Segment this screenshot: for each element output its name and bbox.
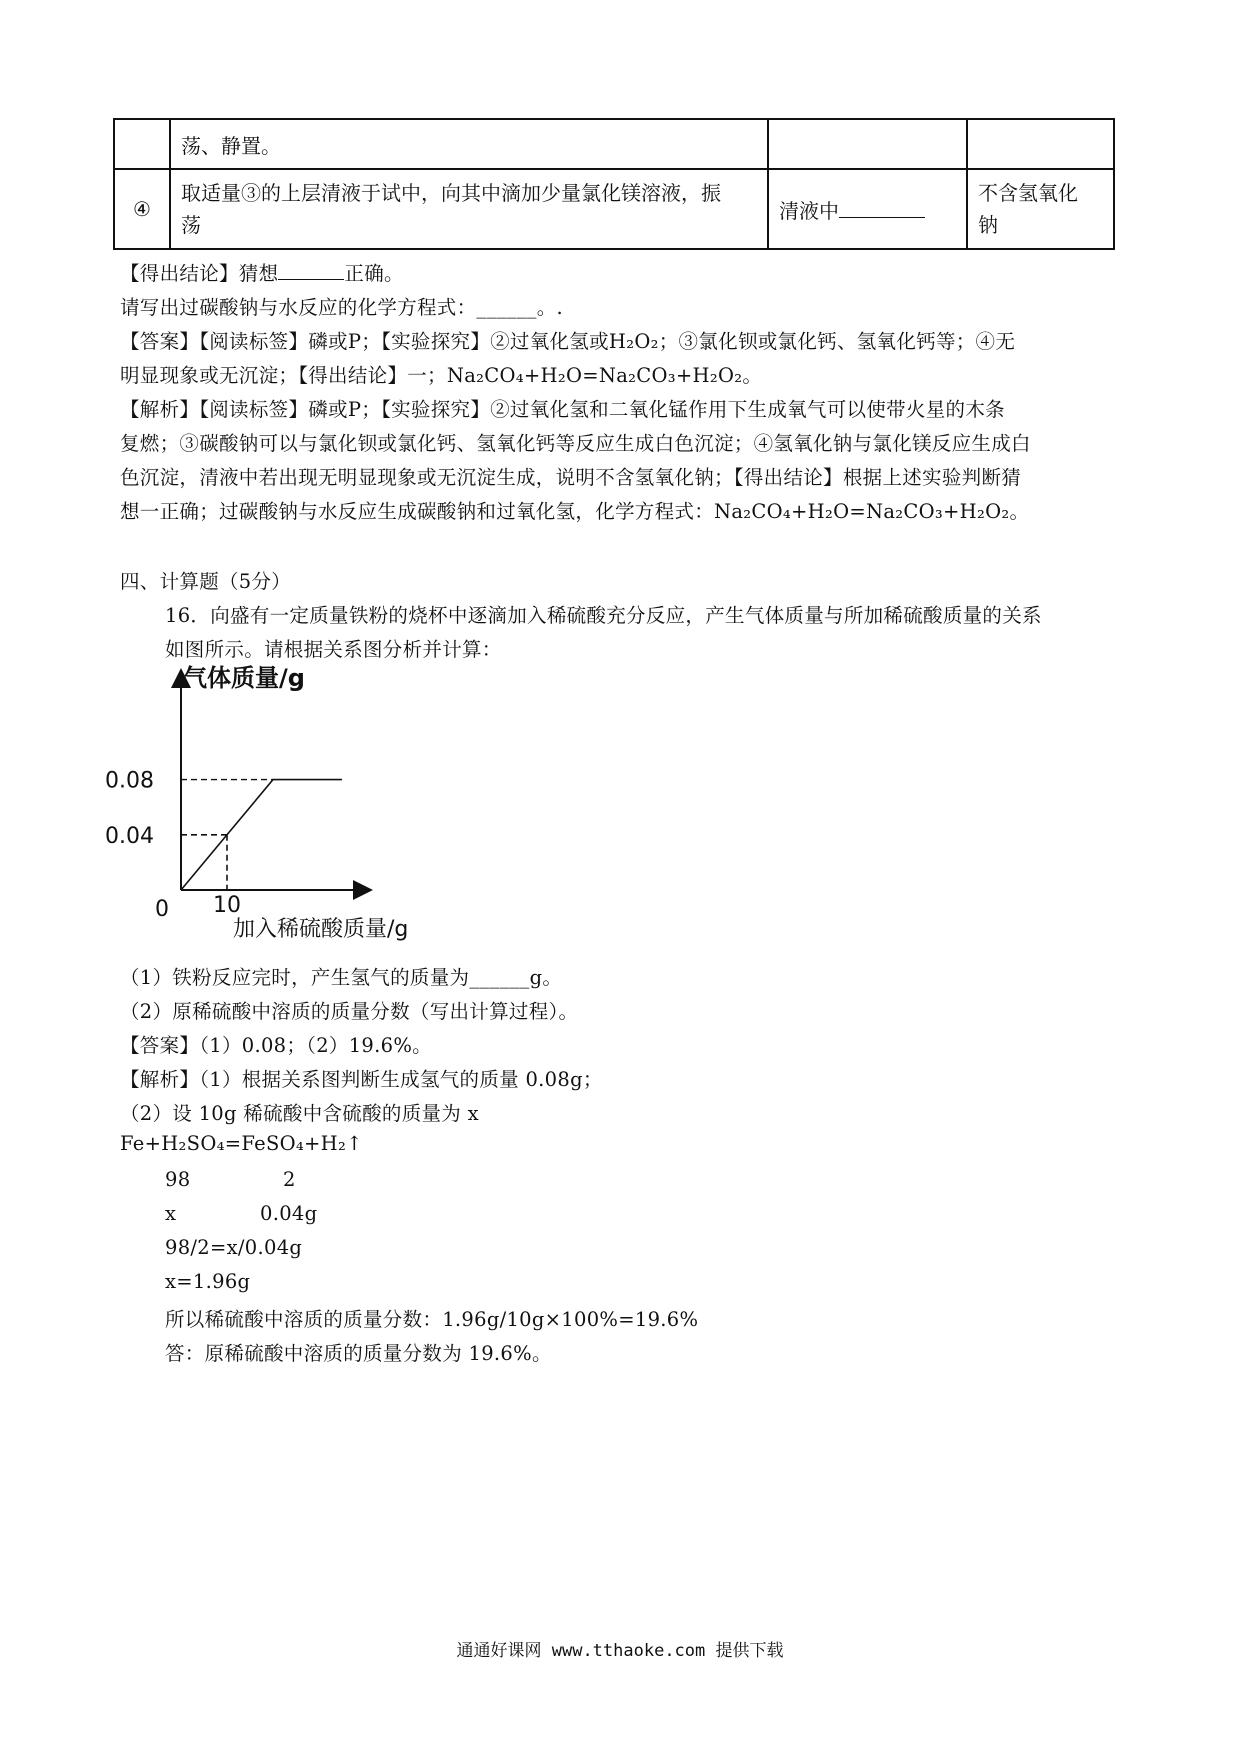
phenomenon-cell [768,119,967,169]
equation-suffix: 。. [536,296,564,319]
sub-question-1-suffix: g。 [529,966,563,989]
calc-value: x [165,1202,177,1225]
question-16-line: 如图所示。请根据关系图分析并计算： [165,638,502,661]
gas-mass-chart [105,664,435,948]
calc-fraction: 所以稀硫酸中溶质的质量分数：1.96g/10g×100%=19.6% [165,1308,699,1331]
analysis-line: 色沉淀，清液中若出现无明显现象或无沉淀生成，说明不含氢氧化钠；【得出结论】根据上述实验判断猜 [120,466,1022,489]
calc-value: 98 [165,1168,191,1191]
sub-question-2: （2）原稀硫酸中溶质的质量分数（写出计算过程）。 [120,1000,579,1023]
conclusion-statement [120,258,404,286]
equation-prompt [120,292,563,320]
analysis-16: 【解析】（1）根据关系图判断生成氢气的质量 0.08g； [120,1068,603,1091]
phenomenon-text: 清液中 [779,198,839,223]
reaction-equation: Fe+H₂SO₄=FeSO₄+H₂↑ [120,1132,363,1155]
analysis-line: 想一正确；过碳酸钠与水反应生成碳酸钠和过氧化氢，化学方程式：Na₂CO₄+H₂O=Na₂CO₃+H₂O₂。 [120,500,1030,523]
answer-16: 【答案】（1）0.08；（2）19.6%。 [120,1034,432,1057]
phenomenon-cell [768,169,967,249]
conclusion-prefix: 【得出结论】猜想 [120,262,279,285]
question-16-line: 16．向盛有一定质量铁粉的烧杯中逐滴加入稀硫酸充分反应，产生气体质量与所加稀硫酸质量的关系 [165,604,1042,627]
experiment-table [113,118,1115,250]
calc-answer: 答：原稀硫酸中溶质的质量分数为 19.6%。 [165,1342,552,1365]
analysis-line: 【解析】【阅读标签】磷或P；【实验探究】②过氧化氢和二氧化锰作用下生成氧气可以使带火星的木条 [120,398,1005,421]
page-footer: 通通好课网 www.tthaoke.com 提供下载 [456,1641,784,1661]
conclusion-cell [967,169,1114,249]
calc-value: 2 [283,1168,296,1191]
table-row [114,119,1114,169]
sub-question-1-text: （1）铁粉反应完时，产生氢气的质量为 [120,966,470,989]
conclusion-cell [967,119,1114,169]
table-row [114,169,1114,249]
answer-blank: ______ [469,966,530,989]
conclusion-line: 不含氢氧化 [978,181,1078,205]
conclusion-suffix: 正确。 [344,262,404,285]
step-description-line: 荡 [181,213,201,237]
answer-line: 【答案】【阅读标签】磷或P；【实验探究】②过氧化氢或H₂O₂；③氯化钡或氯化钙、氢氧化钙等；④无 [120,330,1016,353]
step-description: 荡、静置。 [170,119,768,169]
answer-blank [839,201,925,218]
analysis-16: （2）设 10g 稀硫酸中含硫酸的质量为 x [120,1102,479,1125]
calc-value: 0.04g [260,1202,318,1225]
calc-result: x=1.96g [165,1270,251,1293]
step-description-line: 取适量③的上层清液于试中，向其中滴加少量氯化镁溶液，振 [181,181,721,205]
step-number: ④ [114,169,170,249]
origin-label: 0 [155,897,169,922]
step-description [170,169,768,249]
y-tick-label: 0.08 [105,768,154,794]
section-title: 四、计算题（5分） [120,570,292,593]
conclusion-line: 钠 [978,213,998,237]
calc-ratio: 98/2=x/0.04g [165,1236,303,1259]
x-tick-label: 10 [213,893,241,918]
x-axis-label: 加入稀硫酸质量/g [233,917,409,942]
y-tick-label: 0.04 [105,823,154,849]
step-number [114,119,170,169]
equation-blank: ______ [476,296,537,319]
answer-blank [278,265,344,280]
answer-line: 明显现象或无沉淀；【得出结论】一；Na₂CO₄+H₂O=Na₂CO₃+H₂O₂。 [120,364,763,387]
equation-prompt-text: 请写出过碳酸钠与水反应的化学方程式： [120,296,477,319]
analysis-line: 复燃；③碳酸钠可以与氯化钡或氯化钙、氢氧化钙等反应生成白色沉淀；④氢氧化钠与氯化镁反应生成白 [120,432,1031,455]
y-axis-label: 气体质量/g [183,664,305,692]
sub-question-1 [120,962,562,990]
